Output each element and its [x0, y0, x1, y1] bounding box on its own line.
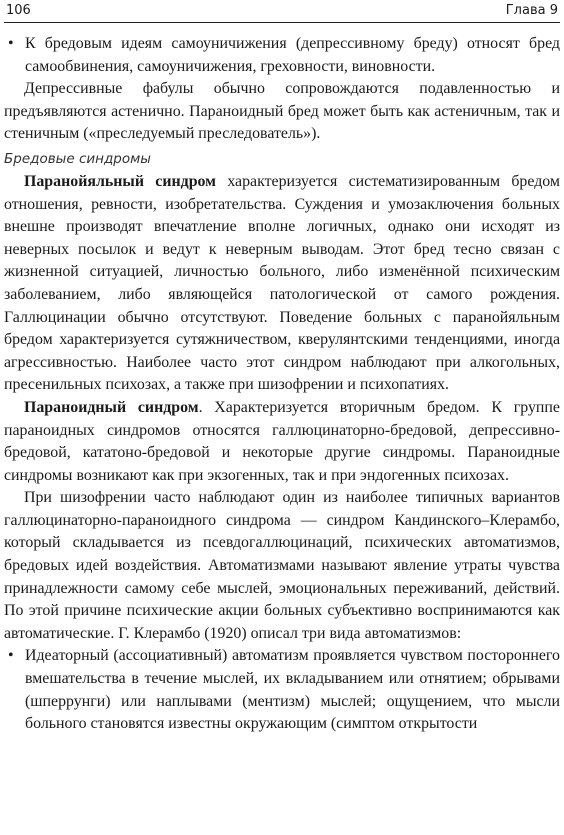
- paragraph-text: характеризуется систематизированным бредом отношения, ревности, изобретательства. Суждения и умозаключения больных внешне производят впечатление вполне логичных, однако они исходят из неверных посылок и ведут к неверным выводам. Этот бред тесно связан с жизненной ситуацией, личностью больного, либо изменённой психическим заболеванием, либо являющейся патологической от самого рождения. Галлюцинации обычно отсутствуют. Поведение больных с паранойяльным бредом характеризуется сутяжничеством, кверулянтскими тенденциями, иногда агрессивностью. Наиболее часто этот синдром наблюдают при алкогольных, пресенильных психозах, а также при шизофрении и психопатиях.: [4, 172, 560, 394]
- paragraph-paranoid-syndrome: [4, 397, 560, 487]
- chapter-title: Глава 9: [505, 3, 558, 18]
- bullet-marker: •: [8, 647, 14, 665]
- paragraph-paranoial-syndrome: [4, 171, 560, 397]
- paragraph-text: Депрессивные фабулы обычно сопровождаются подавленностью и предъявляются астенично. Параноидный бред может быть как астеничным, так и стеничным («преследуемый преследователь»).: [4, 80, 560, 143]
- page-number: 106: [6, 3, 31, 18]
- paragraph-text: . Характеризуется вторичным бредом. К группе параноидных синдромов относятся галлюцинаторно-бредовой, депрессивно-бредовой, кататоно-бредовой и некоторые другие синдромы. Параноидные синдромы возникают как при экзогенных, так и при эндогенных психозах.: [4, 398, 560, 484]
- paragraph-schizophrenia: [4, 487, 560, 645]
- term-paranoid-syndrome: Параноидный синдром: [24, 398, 199, 416]
- bullet-marker: •: [8, 35, 14, 52]
- bullet-item-self-deprecation: [4, 33, 560, 78]
- section-subheading: Бредовые синдромы: [4, 150, 151, 167]
- running-header: [4, 0, 560, 23]
- term-paranoial-syndrome: Паранойяльный синдром: [24, 172, 216, 190]
- bullet-text: К бредовым идеям самоуничижения (депрессивному бреду) относят бред самообвинения, самоуничижения, греховности, виновности.: [25, 35, 560, 75]
- paragraph-depressive-plots: [4, 78, 560, 146]
- paragraph-text: При шизофрении часто наблюдают один из наиболее типичных вариантов галлюцинаторно-параноидного синдрома — синдром Кандинского–Клерамбо, который складывается из псевдогаллюцинаций, психических автоматизмов, бредовых идей воздействия. Автоматизмами называют явление утраты чувства принадлежности самому себе мыслей, эмоциональных переживаний, действий. По этой причине психические акции больных субъективно воспринимаются как автоматические. Г. Клерамбо (1920) описал три вида автоматизмов:: [4, 489, 560, 642]
- bullet-item-ideational-automatism: [4, 645, 560, 735]
- bullet-text: Идеаторный (ассоциативный) автоматизм проявляется чувством постороннего вмешательства в течение мыслей, их вкладыванием или отнятием; обрывами (шперрунги) или наплывами (ментизм) мыслей; ощущением, что мысли больного становятся известны окружающим (симптом открытости: [25, 647, 560, 733]
- page-body: [4, 33, 560, 736]
